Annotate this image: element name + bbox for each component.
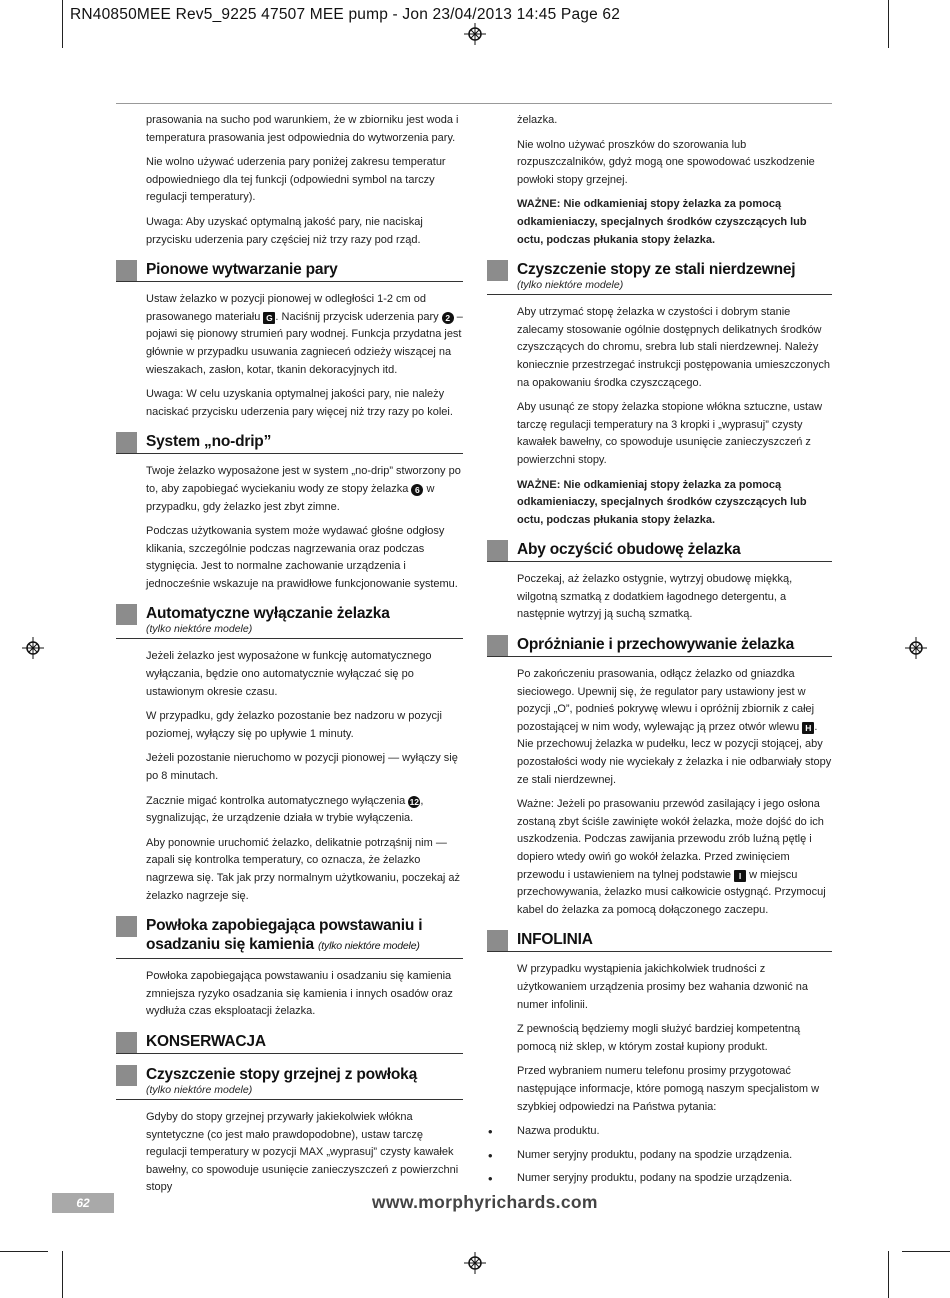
- text: Ustaw żelazko w pozycji pionowej w odległości 1-2 cm od prasowanego materiału: [146, 293, 427, 323]
- text: – pojawi się pionowy strumień pary wodnej. Funkcja przydatna jest głównie w przypadku usuwania zagnieceń odzieży wiszącej na wieszakach, zasłon, kotar, tkanin dekoracyjnych itd.: [146, 310, 463, 376]
- paragraph: [146, 291, 463, 379]
- crop-mark: [62, 1251, 63, 1298]
- paragraph: [146, 463, 463, 516]
- text: Po zakończeniu prasowania, odłącz żelazko od gniazdka sieciowego. Upewnij się, że regulator pary ustawiony jest w pozycji „O”, podnieś pokrywę wlewu i opróżnij zbiornik z całej pozostającej w nim wody, wylewając ją przez otwór wlewu: [517, 668, 815, 733]
- heading-title: INFOLINIA: [517, 931, 593, 949]
- number-6-icon: 6: [411, 484, 423, 496]
- heading-subtitle: (tylko niektóre modele): [146, 623, 253, 636]
- text: , sygnalizując, że urządzenie działa w trybie wyłączenia.: [146, 794, 424, 825]
- crop-mark: [888, 0, 889, 48]
- section-heading-steel-soleplate: [487, 260, 832, 295]
- section-heading-anti-scale: [116, 916, 463, 959]
- heading-subtitle: (tylko niektóre modele): [146, 1083, 253, 1096]
- paragraph: Powłoka zapobiegająca powstawaniu i osadzaniu się kamienia zmniejsza ryzyko osadzania się kamienia i innych osadów oraz wydłuża czas eksploatacji żelazka.: [146, 970, 453, 1018]
- text: Ważne: Jeżeli po prasowaniu przewód zasilający i jego osłona zostaną zbyt ściśle zawinięte wokół żelazka, może dojść do ich uszkodzenia. Podczas zawijania przewodu zrób luźną pętlę i dopiero wtedy owiń go wokół żelazka. Przed zwinięciem przewodu i ustawieniem na tylnej podstawie: [517, 798, 824, 881]
- warning-paragraph: WAŻNE: Nie odkamieniaj stopy żelazka za pomocą odkamieniaczy, specjalnych środków czyszczących lub octu, podczas płukania stopy żelazka.: [517, 198, 807, 246]
- paragraph: W przypadku wystąpienia jakichkolwiek trudności z użytkowaniem urządzenia prosimy bez wahania dzwonić na numer infolinii.: [517, 963, 809, 1011]
- section-heading-no-drip: [116, 432, 463, 454]
- paragraph: Z pewnością będziemy mogli służyć bardziej kompetentną pomocą niż sklep, w którym został kupiony produkt.: [517, 1023, 801, 1053]
- registration-mark-icon: [464, 23, 486, 45]
- paragraph: [146, 793, 463, 828]
- paragraph: [517, 666, 832, 789]
- heading-square-icon: [116, 260, 137, 281]
- paragraph: prasowania na sucho pod warunkiem, że w zbiorniku jest woda i temperatura prasowania jest odpowiednia do wytworzenia pary.: [146, 114, 459, 144]
- text: Zacznie migać kontrolka automatycznego wyłączenia: [146, 794, 406, 807]
- paragraph: W przypadku, gdy żelazko pozostanie bez nadzoru w pozycji poziomej, wyłączy się po upływie 1 minuty.: [146, 710, 442, 740]
- heading-title: Czyszczenie stopy ze stali nierdzewnej: [517, 261, 796, 279]
- text: w miejscu przechowywania, żelazko musi całkowicie ostygnąć. Przymocuj kabel do żelazka za pomocą dołączonego zaczepu.: [517, 868, 826, 916]
- heading-subtitle: (tylko niektóre modele): [318, 940, 420, 953]
- section-heading-storage: [487, 635, 832, 657]
- paragraph: Przed wybraniem numeru telefonu prosimy przygotować następujące informacje, które pomogą naszym specjalistom w szybkiej odpowiedzi na Państwa pytania:: [517, 1065, 820, 1113]
- section-heading-infoline: [487, 930, 832, 952]
- section-heading-auto-off: [116, 604, 463, 639]
- paragraph: Aby utrzymać stopę żelazka w czystości i dobrym stanie zalecamy stosowanie ogólnie dostępnych delikatnych środków czyszczących do chromu, srebra lub stali nierdzewnej. Należy koniecznie przestrzegać instrukcji postępowania umieszczonych na opakowaniu środka czyszczącego.: [517, 306, 831, 389]
- number-12-icon: 12: [409, 796, 420, 807]
- symbol-i-icon: I: [734, 870, 746, 882]
- paragraph: Nie wolno używać uderzenia pary poniżej zakresu temperatur odpowiedniego dla tej funkcji (odpowiedni symbol na tarczy regulacji temperatury).: [146, 156, 446, 204]
- top-rule: [116, 103, 832, 104]
- heading-square-icon: [116, 432, 137, 453]
- heading-square-icon: [487, 635, 508, 656]
- heading-title: Automatyczne wyłączanie żelazka: [146, 605, 390, 623]
- text: Twoje żelazko wyposażone jest w system „no-drip” stworzony po to, aby zapobiegać wyciekaniu wody ze stopy żelazka: [146, 465, 461, 495]
- heading-title: Opróżnianie i przechowywanie żelazka: [517, 636, 795, 654]
- section-heading-coated-soleplate: [116, 1065, 463, 1100]
- text: osadzaniu się kamienia: [146, 936, 314, 954]
- heading-title: KONSERWACJA: [146, 1032, 266, 1050]
- page-number-badge: 62: [52, 1193, 114, 1213]
- paragraph: Aby usunąć ze stopy żelazka stopione włókna sztuczne, ustaw tarczę regulacji temperatury na 3 kropki i „wyprasuj” czysty kawałek bawełny, co spowoduje usunięcie zanieczyszczeń z powierzchni stopy.: [517, 401, 823, 466]
- text: . Nie przechowuj żelazka w pudełku, lecz w pozycji stojącej, aby pozostałości wody nie wyciekały z żelazka i nie odbarwiały stopy ze stali nierdzewnej.: [517, 720, 832, 786]
- heading-square-icon: [116, 1032, 137, 1053]
- heading-square-icon: [487, 540, 508, 561]
- list-item: • Numer seryjny produktu, podany na spodzie urządzenia.: [517, 1170, 832, 1188]
- registration-mark-icon: [22, 637, 44, 659]
- heading-title: Powłoka zapobiegająca powstawaniu i: [146, 917, 423, 935]
- right-column: [487, 112, 832, 1194]
- number-2-icon: 2: [442, 312, 454, 324]
- crop-mark: [62, 0, 63, 48]
- registration-mark-icon: [905, 637, 927, 659]
- paragraph: Podczas użytkowania system może wydawać głośne odgłosy klikania, szczególnie podczas nagrzewania oraz podczas stygnięcia. Jest to normalne zachowanie urządzenia i jednocześnie wskazuje na prawidłowe funkcjonowanie systemu.: [146, 525, 458, 590]
- heading-title: Pionowe wytwarzanie pary: [146, 261, 338, 279]
- warning-paragraph: WAŻNE: Nie odkamieniaj stopy żelazka za pomocą odkamieniaczy, specjalnych środków czyszczących lub octu, podczas płukania stopy żelazka.: [517, 478, 807, 526]
- heading-title: Aby oczyścić obudowę żelazka: [517, 541, 741, 559]
- paragraph: Uwaga: W celu uzyskania optymalnej jakości pary, nie należy naciskać przycisku uderzenia pary więcej niż trzy razy po kolei.: [146, 388, 453, 418]
- paragraph: żelazka.: [517, 114, 558, 126]
- website-url: www.morphyrichards.com: [372, 1192, 598, 1212]
- heading-square-icon: [116, 916, 137, 937]
- heading-title: Czyszczenie stopy grzejnej z powłoką: [146, 1065, 418, 1083]
- symbol-g-icon: G: [263, 312, 275, 324]
- crop-mark: [0, 1251, 48, 1252]
- section-heading-housing: [487, 540, 832, 562]
- heading-square-icon: [116, 604, 137, 625]
- section-heading-vertical-steam: [116, 260, 463, 282]
- heading-square-icon: [487, 260, 508, 281]
- heading-square-icon: [487, 930, 508, 951]
- left-column: [116, 112, 463, 1204]
- crop-mark: [902, 1251, 950, 1252]
- text: w przypadku, gdy żelazko jest zbyt zimne.: [146, 482, 435, 513]
- heading-title-line2: [146, 935, 463, 956]
- section-heading-maintenance: [116, 1032, 463, 1054]
- symbol-h-icon: H: [802, 722, 814, 734]
- text: . Naciśnij przycisk uderzenia pary: [275, 310, 439, 323]
- paragraph: Gdyby do stopy grzejnej przywarły jakiekolwiek włókna syntetyczne (co jest mało prawdopodobne), ustaw tarczę regulacji temperatury w pozycji MAX „wyprasuj” czysty kawałek bawełny, co spowoduje usunięcie zanieczyszczeń z powierzchni stopy: [146, 1110, 459, 1194]
- list-item: • Numer seryjny produktu, podany na spodzie urządzenia.: [517, 1147, 832, 1165]
- paragraph: [517, 796, 832, 919]
- paragraph: Nie wolno używać proszków do szorowania lub rozpuszczalników, gdyż mogą one spowodować uszkodzenie powłoki stopy grzejnej.: [517, 138, 815, 186]
- paragraph: Jeżeli pozostanie nieruchomo w pozycji pionowej — wyłączy się po 8 minutach.: [146, 752, 458, 783]
- paragraph: Jeżeli żelazko jest wyposażone w funkcję automatycznego wyłączania, będzie ono automatycznie wyłączać się po ustawionym okresie czasu.: [146, 650, 432, 698]
- print-header: RN40850MEE Rev5_9225 47507 MEE pump - Jon 23/04/2013 14:45 Page 62: [70, 6, 621, 23]
- heading-subtitle: (tylko niektóre modele): [517, 279, 624, 292]
- registration-mark-icon: [464, 1252, 486, 1274]
- list-item: • Nazwa produktu.: [517, 1123, 832, 1141]
- paragraph: Uwaga: Aby uzyskać optymalną jakość pary, nie naciskaj przycisku uderzenia pary częściej niż trzy razy pod rząd.: [146, 215, 423, 246]
- paragraph: Poczekaj, aż żelazko ostygnie, wytrzyj obudowę miękką, wilgotną szmatką z dodatkiem łagodnego detergentu, a następnie wytrzyj ją suchą szmatką.: [517, 573, 793, 621]
- paragraph: Aby ponownie uruchomić żelazko, delikatnie potrząśnij nim — zapali się kontrolka temperatury, co oznacza, że żelazko nagrzewa się. Tak jak przy normalnym użytkowaniu, poczekaj aż żelazko nagrzeje się.: [146, 836, 461, 902]
- heading-title: System „no-drip”: [146, 433, 272, 451]
- heading-square-icon: [116, 1065, 137, 1086]
- crop-mark: [888, 1251, 889, 1298]
- info-bullet-list: [487, 1123, 832, 1188]
